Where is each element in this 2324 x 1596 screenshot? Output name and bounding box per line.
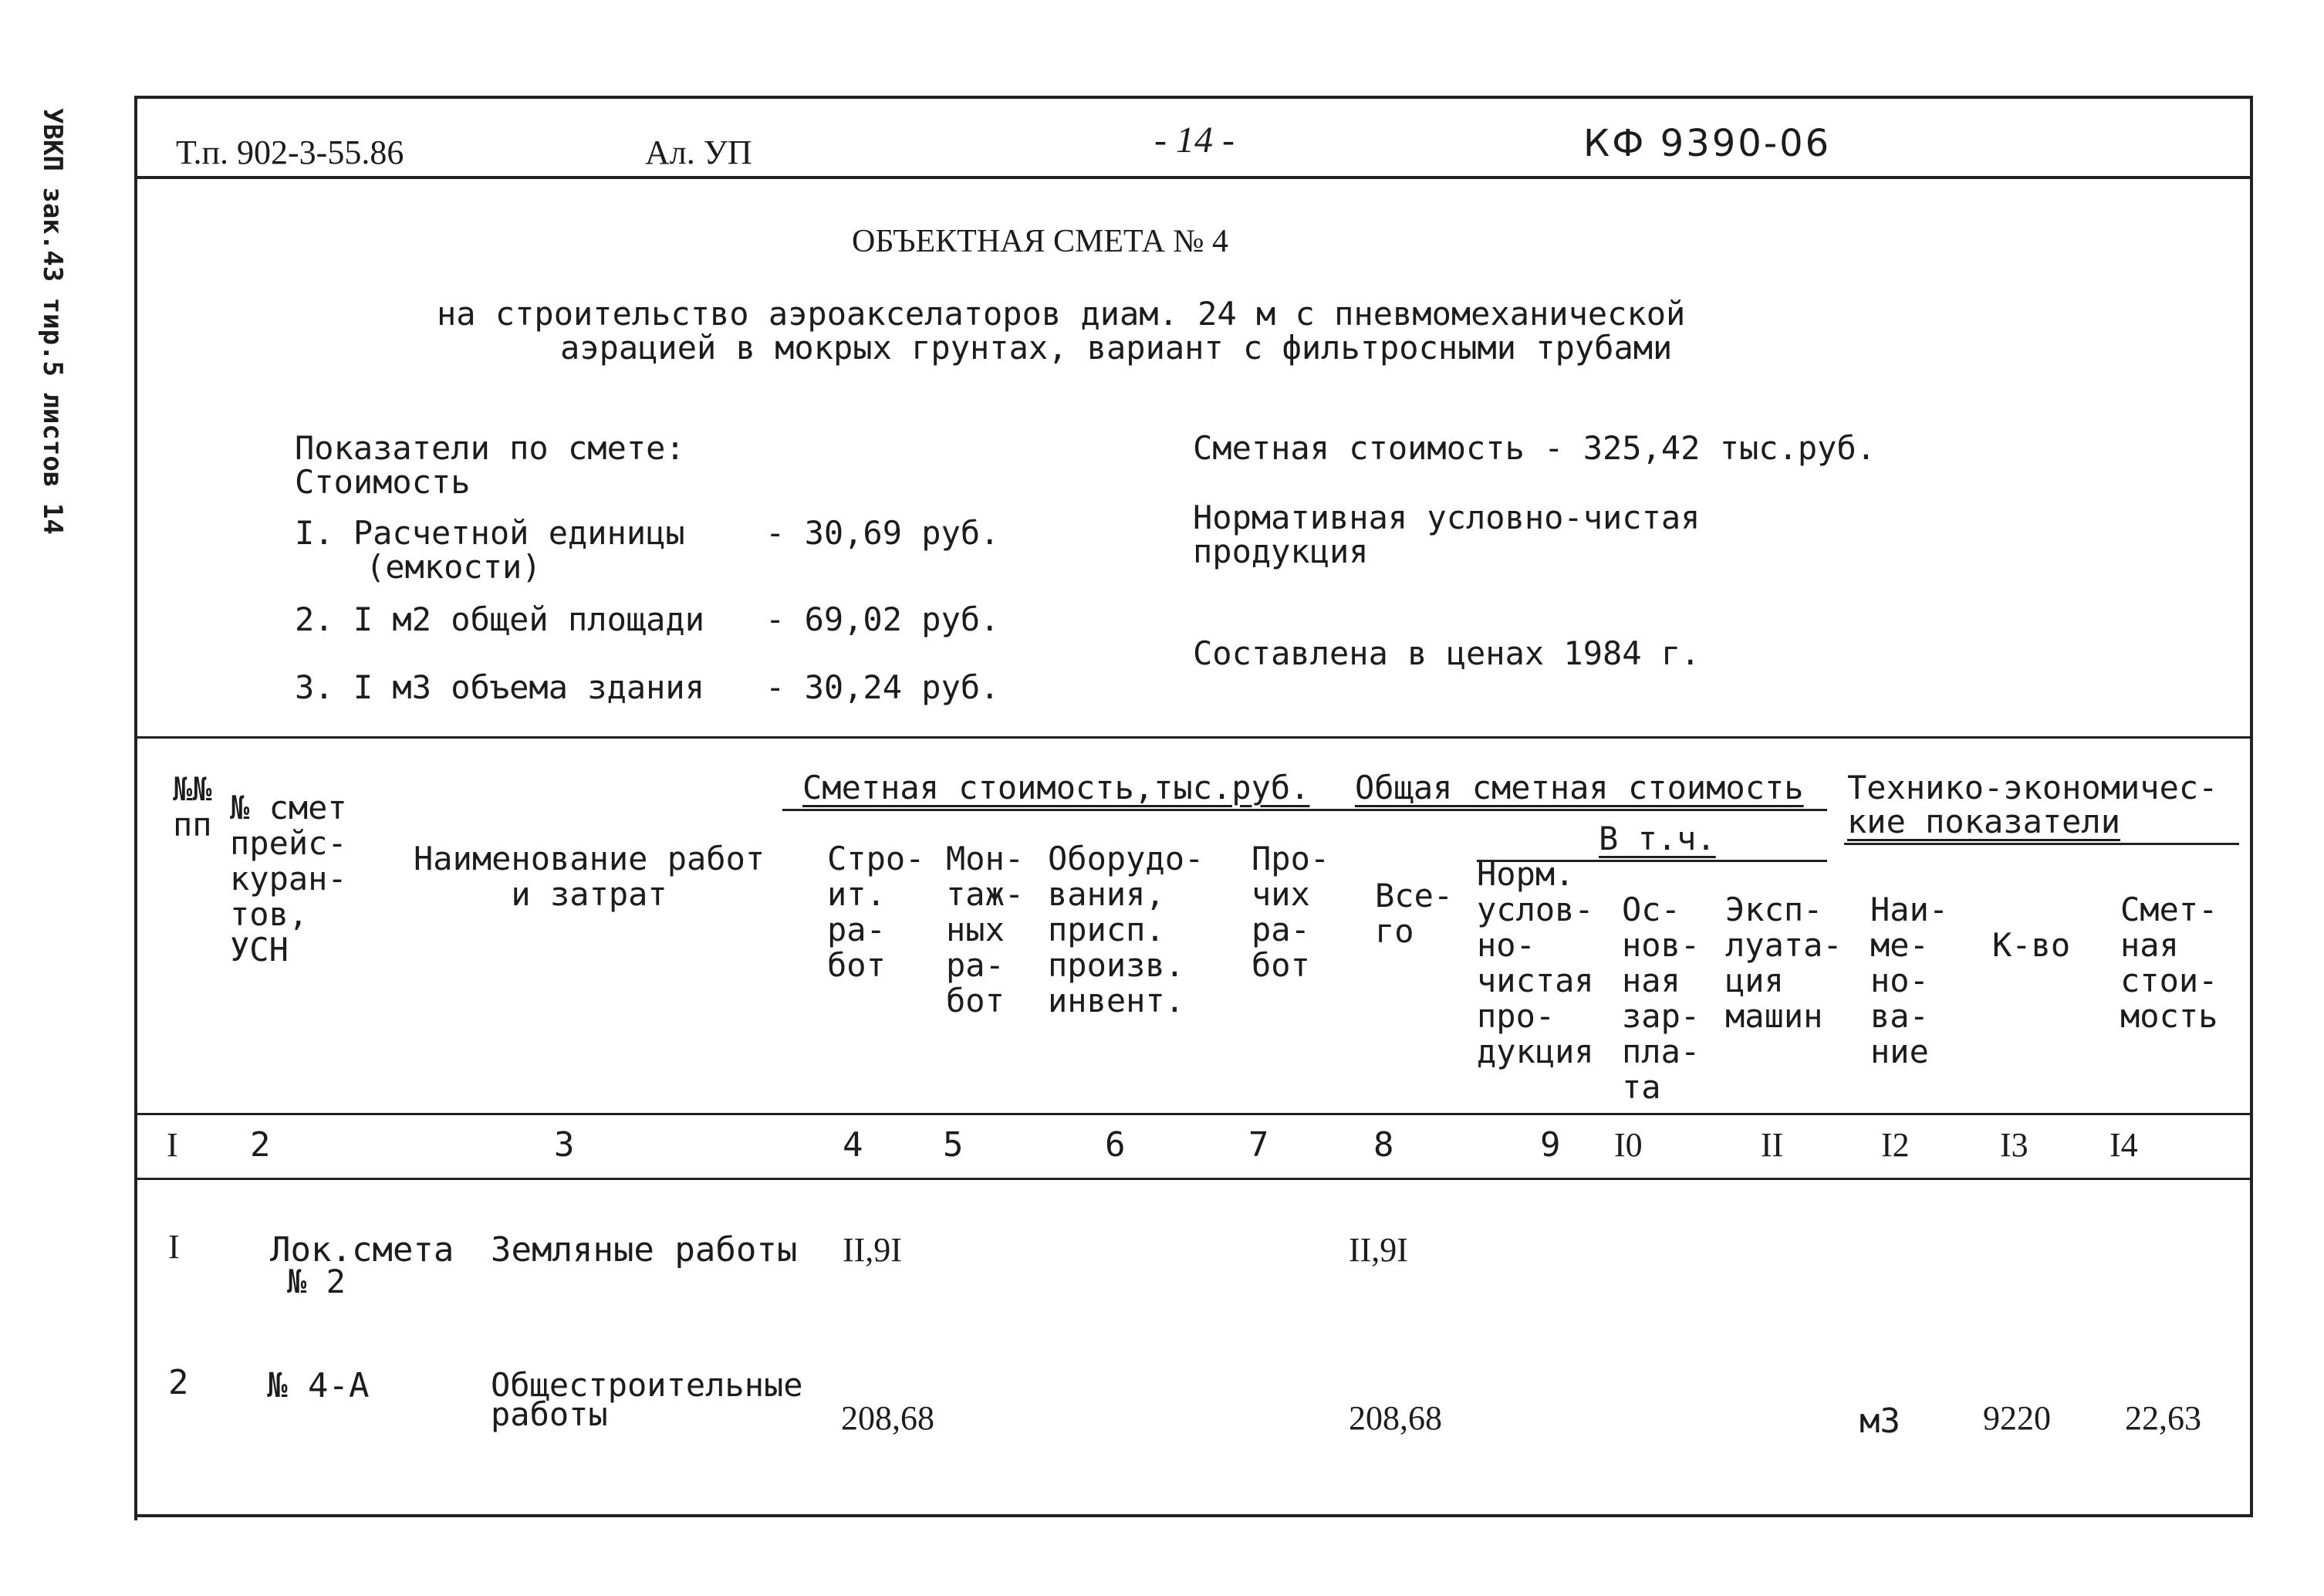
group-including: В т.ч.: [1599, 820, 1716, 857]
header-col-6-line: вания,: [1048, 875, 1165, 913]
row-1-total-cost: II,9I: [1349, 1231, 1408, 1269]
row-2-ref: № 4-А: [267, 1366, 370, 1405]
header-col-7-line: Про-: [1252, 840, 1330, 877]
colnum-14: I4: [2110, 1126, 2138, 1164]
colnum-5: 5: [943, 1125, 964, 1165]
colnum-8: 8: [1373, 1125, 1394, 1165]
table-top-line: [137, 736, 2251, 739]
header-col-11-line: машин: [1725, 997, 1823, 1035]
group-underline-3: [1844, 843, 2239, 845]
indicator-2-value: - 69,02 руб.: [765, 600, 1000, 638]
row-1-name: Земляные работы: [491, 1230, 798, 1270]
header-col-13: [1992, 928, 2070, 963]
header-col-2-line: УСН: [230, 931, 289, 969]
header-col-14-line: мость: [2120, 997, 2218, 1035]
group-tech-econ-2: кие показатели: [1847, 803, 2121, 840]
colnum-top-line: [137, 1113, 2251, 1115]
header-col-1: [173, 772, 212, 843]
header-col-10-line: зар-: [1622, 997, 1701, 1035]
header-col-9-line: про-: [1477, 997, 1556, 1035]
header-col-4-line: бот: [827, 946, 886, 984]
indicator-3-name: 3. I м3 объема здания: [295, 668, 705, 706]
header-col-5-line: ра-: [946, 946, 1005, 984]
title-line-2: аэрацией в мокрых грунтах, вариант с фильтросными трубами: [560, 329, 1673, 367]
header-col-4-line: Стро-: [827, 840, 925, 877]
header-col-12: [1870, 892, 1948, 1070]
header-col-5-line: Мон-: [946, 840, 1025, 877]
header-col-10-line: нов-: [1622, 926, 1701, 964]
colnum-9: 9: [1540, 1125, 1561, 1165]
header-divider: [137, 176, 2251, 179]
row-1-num: I: [168, 1228, 180, 1266]
colnum-2: 2: [250, 1125, 271, 1165]
header-col-8-line: го: [1375, 912, 1414, 950]
header-col-5-line: таж-: [946, 875, 1025, 913]
row-1-ref-sub: № 2: [287, 1263, 346, 1300]
header-col-6-line: присп.: [1048, 911, 1165, 948]
colnum-7: 7: [1248, 1125, 1269, 1165]
header-col-6-line: произв.: [1048, 946, 1185, 984]
row-2-total-cost: 208,68: [1349, 1399, 1442, 1437]
header-col-4: [827, 841, 924, 983]
indicator-3-value: - 30,24 руб.: [765, 668, 1000, 706]
header-col-6-line: Оборудо-: [1048, 840, 1204, 877]
header-col-14: [2120, 892, 2218, 1034]
group-estimated-cost: Сметная стоимость,тыс.руб.: [802, 769, 1310, 806]
header-col-5: [946, 841, 1024, 1019]
header-col-7-line: бот: [1252, 946, 1310, 984]
header-col-11: [1725, 892, 1843, 1034]
row-2-name: Общестроительные: [491, 1366, 803, 1404]
header-col-8: [1375, 878, 1453, 949]
indicator-1-sub: (емкости): [366, 548, 542, 586]
project-number: Т.п. 902-3-55.86: [176, 134, 404, 171]
group-underline-1: [782, 809, 1827, 811]
header-col-10-line: та: [1622, 1068, 1661, 1106]
group-tech-econ-1: Технико-экономичес-: [1847, 769, 2218, 806]
header-col-10: [1622, 892, 1700, 1105]
header-col-13-line: К-во: [1992, 926, 2071, 964]
header-col-11-line: ция: [1725, 962, 1784, 999]
header-col-14-line: ная: [2120, 926, 2179, 964]
header-col-8-line: Все-: [1375, 877, 1454, 915]
header-col-2-line: куран-: [230, 860, 347, 898]
header-col-12-line: Наи-: [1870, 891, 1949, 928]
header-col-7-line: чих: [1252, 875, 1310, 913]
page-title: ОБЪЕКТНАЯ СМЕТА № 4: [852, 224, 1228, 259]
row-2-quantity: 9220: [1983, 1399, 2051, 1437]
header-col-12-line: ва-: [1870, 997, 1929, 1035]
row-2-build-cost: 208,68: [841, 1399, 934, 1437]
page-number: - 14 -: [1154, 120, 1235, 161]
colnum-10: I0: [1614, 1126, 1643, 1164]
document-code: КФ 9390-06: [1583, 122, 1832, 165]
header-col-12-line: ние: [1870, 1033, 1929, 1070]
header-col-3: [414, 841, 765, 912]
header-col-2-line: прейс-: [230, 824, 347, 862]
row-2-num: 2: [168, 1363, 189, 1402]
header-col-4-line: ит.: [827, 875, 886, 913]
prices-year: Составлена в ценах 1984 г.: [1193, 634, 1701, 672]
header-col-11-line: Эксп-: [1725, 891, 1823, 928]
indicator-1-value: - 30,69 руб.: [765, 514, 1000, 552]
header-col-5-line: бот: [946, 982, 1005, 1019]
colnum-3: 3: [554, 1125, 575, 1165]
header-col-12-line: ме-: [1870, 926, 1929, 964]
header-col-6: [1048, 841, 1204, 1019]
colnum-13: I3: [2000, 1126, 2028, 1164]
header-col-1-line: №№: [173, 770, 212, 808]
header-col-2-line: № смет: [230, 789, 347, 827]
header-col-11-line: луата-: [1725, 926, 1843, 964]
header-col-9-line: дукция: [1477, 1033, 1594, 1070]
frame-left: [134, 96, 137, 1520]
side-stamp-note: УВКП зак.43 тир.5 листов 14: [37, 108, 68, 535]
header-col-4-line: ра-: [827, 911, 886, 948]
colnum-11: II: [1761, 1126, 1784, 1164]
header-col-12-line: но-: [1870, 962, 1929, 999]
row-2-unit: м3: [1860, 1402, 1900, 1441]
title-line-1: на строительство аэроакселаторов диам. 24 м с пневмомеханической: [437, 295, 1686, 333]
group-total-cost: Общая сметная стоимость: [1355, 769, 1804, 806]
header-col-3-line: Наименование работ: [414, 840, 765, 877]
row-2-name-2: работы: [491, 1395, 608, 1433]
header-col-6-line: инвент.: [1048, 982, 1185, 1019]
header-col-9-line: Норм.: [1477, 855, 1575, 893]
header-col-10-line: пла-: [1622, 1033, 1701, 1070]
header-col-9-line: чистая: [1477, 962, 1594, 999]
normative-product-label: Нормативная условно-чистая: [1193, 499, 1701, 536]
header-col-9-line: услов-: [1477, 891, 1594, 928]
estimated-cost: Сметная стоимость - 325,42 тыс.руб.: [1193, 429, 1876, 467]
indicator-1-name: I. Расчетной единицы: [295, 514, 685, 552]
header-col-10-line: Ос-: [1622, 891, 1681, 928]
row-1-build-cost: II,9I: [843, 1231, 902, 1269]
frame-right: [2250, 96, 2253, 1516]
header-col-5-line: ных: [946, 911, 1005, 948]
colnum-4: 4: [843, 1125, 863, 1165]
header-col-1-line: пп: [173, 806, 212, 844]
indicator-2-name: 2. I м2 общей площади: [295, 600, 705, 638]
colnum-6: 6: [1105, 1125, 1126, 1165]
header-col-14-line: стои-: [2120, 962, 2218, 999]
header-col-14-line: Смет-: [2120, 891, 2218, 928]
colnum-12: I2: [1881, 1126, 1910, 1164]
frame-top: [134, 96, 2253, 99]
indicators-label: Показатели по смете:: [295, 429, 685, 467]
row-2-estimated-cost: 22,63: [2125, 1399, 2201, 1437]
header-col-10-line: ная: [1622, 962, 1681, 999]
colnum-bottom-line: [137, 1178, 2251, 1180]
header-col-2: [230, 790, 347, 968]
header-col-9-line: но-: [1477, 926, 1535, 964]
header-col-3-line: и затрат: [511, 875, 667, 913]
album-label: Ал. УП: [645, 134, 752, 171]
row-1-ref: Лок.смета: [270, 1230, 454, 1270]
indicators-cost-label: Стоимость: [295, 463, 471, 501]
header-col-7-line: ра-: [1252, 911, 1310, 948]
colnum-1: I: [167, 1126, 178, 1164]
header-col-9: [1477, 857, 1594, 1070]
normative-product-label-2: продукция: [1193, 533, 1369, 570]
header-col-2-line: тов,: [230, 895, 309, 933]
frame-bottom: [137, 1514, 2253, 1517]
header-col-7: [1252, 841, 1329, 983]
